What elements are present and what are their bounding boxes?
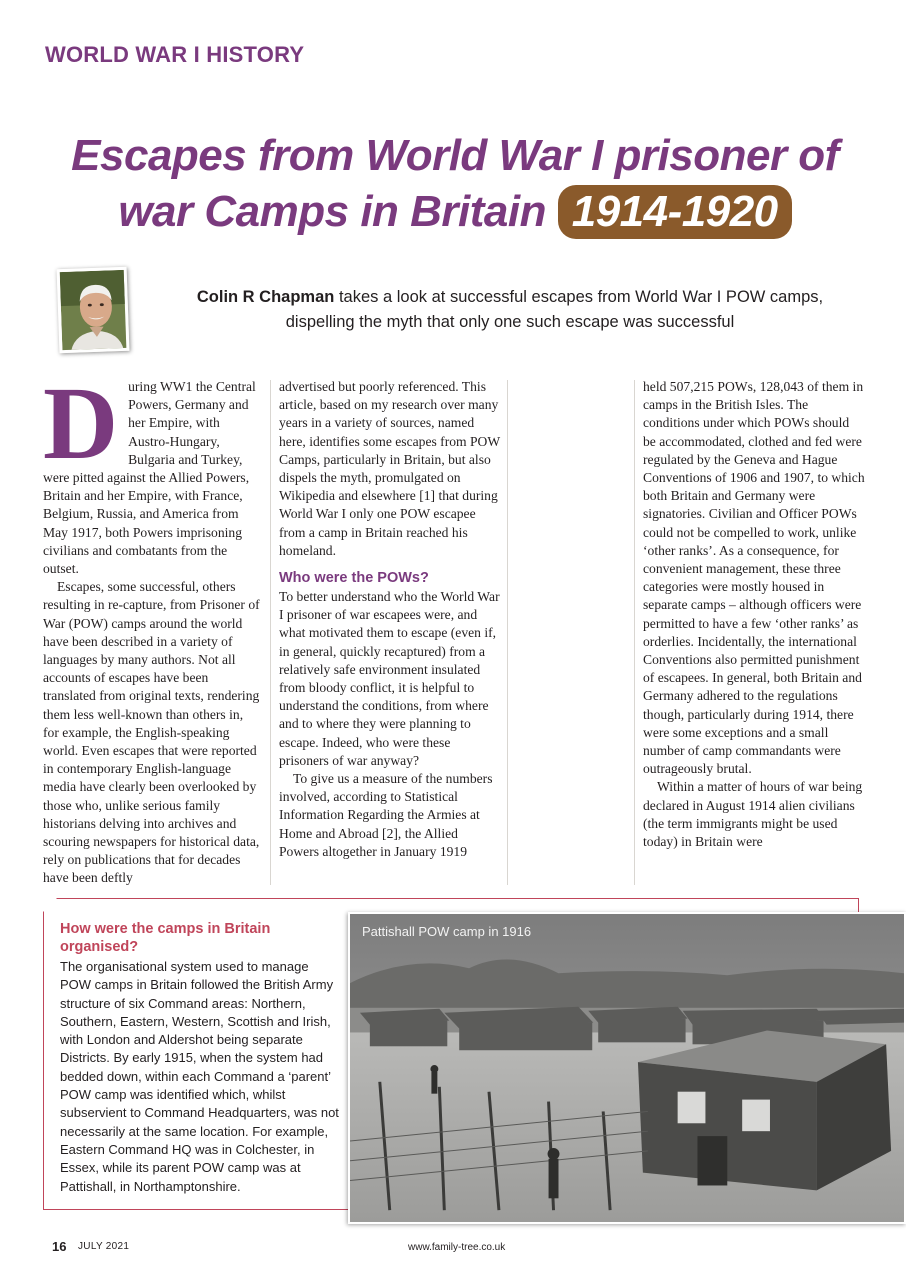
page-number: 16 — [52, 1239, 67, 1254]
year-badge: 1914-1920 — [558, 185, 792, 239]
article-column-2 — [279, 378, 501, 861]
camp-photo — [348, 912, 906, 1224]
subheading-who-were-the-pows: Who were the POWs? — [279, 570, 429, 587]
website-url[interactable]: www.family-tree.co.uk — [408, 1242, 506, 1253]
column2-paragraph-3: To give us a measure of the numbers involved, according to Statistical Information Regarding the Armies at Home and Abroad [2], the Allied Powers altogether in January 1919 — [279, 771, 493, 859]
pattishall-camp-image — [350, 914, 904, 1222]
column3-paragraph-2: Within a matter of hours of war being declared in August 1914 alien civilians (the term immigrants might be used today) in Britain were — [643, 779, 863, 850]
sidebar-content — [60, 920, 340, 1196]
column1-paragraph-1: uring WW1 the Central Powers, Germany and her Empire, with Austro-Hungary, Bulgaria and Turkey, were pitted against the Allied Powers, Britain and her Empire, with France, Belgium, Russia, and America from May 1917, both Powers imprisoning civilians and combatants from the outset. — [43, 379, 256, 577]
column-divider — [507, 380, 508, 885]
column-divider — [270, 380, 271, 885]
column3-paragraph-1: held 507,215 POWs, 128,043 of them in camps in the British Isles. The conditions under which POWs should be accommodated, clothed and fed were regulated by the Geneva and Hague Conventions of 1906 and 1907, to which both Britain and Germany were signatories. Civilian and Officer POWs could not be compelled to work, unlike ‘other ranks’. As a consequence, for convenient management, these three categories were mostly housed in separate camps – although officers were permitted to have a few ‘other ranks’ as orderlies. Incidentally, the international Conventions also permitted punishment of escapees. In general, both Britain and Germany adhered to the regulations though, particularly during 1914, there were some exceptions and a small number of camp commandants were outrageously brutal. — [643, 379, 865, 777]
article-column-3 — [643, 378, 865, 851]
issue-date: JULY 2021 — [78, 1241, 130, 1252]
author-portrait-image — [60, 270, 130, 353]
section-label: WORLD WAR I HISTORY — [45, 42, 305, 67]
column1-paragraph-2: Escapes, some successful, others resulting in re-capture, from Prisoner of War (POW) camps around the world have been described in a variety of languages by many authors. Not all accounts of escapes have been translated from original texts, rendering them less well-known than others in, for example, the English-speaking world. Even escapes that were reported in contemporary English-language media have clearly been overlooked by those who, unlike serious family historians delving into archives and scouring newspapers for historical data, rely on publications that for decades have been deftly — [43, 579, 260, 886]
column2-paragraph-1: advertised but poorly referenced. This article, based on my research over many years in a variety of sources, named here, identifies some escapes from POW Camps, particularly in Britain, but also dispels the myth, promulgated on Wikipedia and elsewhere [1] that during World War I only one POW escapee from a camp in Britain reached his homeland. — [279, 379, 500, 558]
standfirst-line-2: dispelling the myth that only one such escape was successful — [285, 313, 735, 331]
column2-paragraph-2: To better understand who the World War I prisoner of war escapees were, and what motivated them to escape (even if, in general, quickly recaptured) from a relatively safe environment insulated from bloody conflict, it is helpful to understand the conditions, from where and to where they were planning to escape. Indeed, who were these prisoners of war anyway? — [279, 589, 500, 768]
sidebar-title: How were the camps in Britain organised? — [60, 921, 271, 955]
photo-caption: Pattishall POW camp in 1916 — [362, 924, 532, 939]
standfirst — [150, 285, 870, 335]
headline-line-2: war Camps in Britain — [118, 187, 546, 236]
author-photo — [57, 267, 130, 353]
headline-line-1: Escapes from World War I prisoner of — [71, 131, 839, 180]
standfirst-line-1: takes a look at successful escapes from World War I POW camps, — [334, 288, 824, 306]
drop-cap: D — [43, 366, 119, 481]
author-name: Colin R Chapman — [196, 288, 335, 306]
article-headline — [40, 128, 870, 240]
article-column-1 — [43, 366, 261, 888]
column-divider — [634, 380, 635, 885]
sidebar-body: The organisational system used to manage POW camps in Britain followed the British Army structure of six Command areas: Northern, Southern, Eastern, Western, Scottish and Irish, with London and Aldershot being separate Districts. By early 1915, when the system had bedded down, within each Command a ‘parent’ POW camp was identified which, whilst subservient to Command Headquarters, was not necessarily at the same location. For example, Eastern Command HQ was in Colchester, in Essex, while its parent POW camp was at Pattishall, in Northamptonshire. — [60, 959, 339, 1194]
